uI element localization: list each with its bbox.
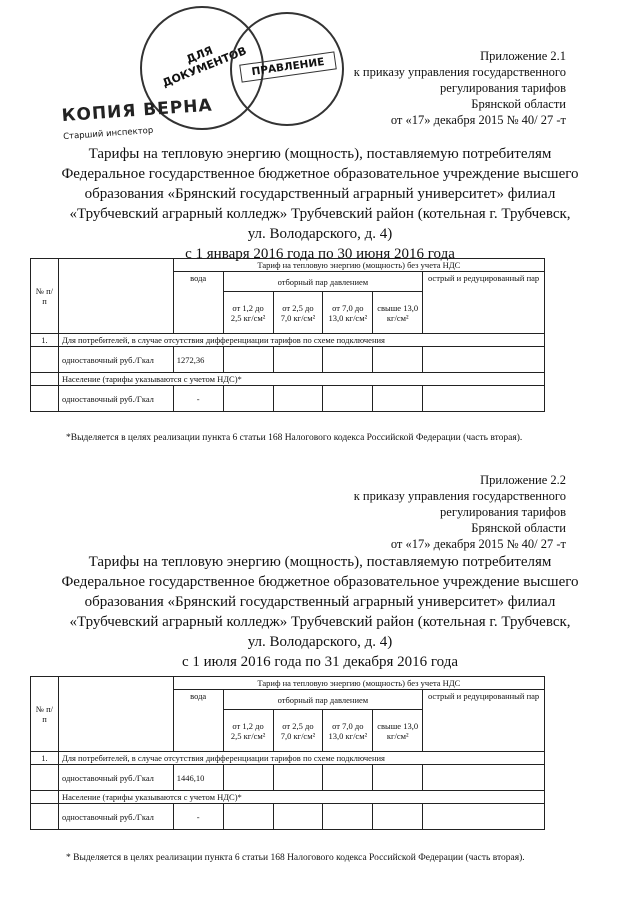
empty-cell <box>31 765 59 791</box>
tariff-header: Тариф на тепловую энергию (мощность) без учета НДС <box>173 259 544 272</box>
tariff-label: одноставочный руб./Гкал <box>58 386 173 412</box>
order-line: к приказу управления государственного <box>353 65 566 79</box>
consumer-row-text: Для потребителей, в случае отсутствия дифференциации тарифов по схеме подключения <box>58 752 544 765</box>
title-line: Федеральное государственное бюджетное образовательное учреждение высшего <box>61 166 579 182</box>
water-header: вода <box>173 690 223 752</box>
title-line: ул. Володарского, д. 4) <box>247 634 393 650</box>
section2-header-right <box>354 472 566 552</box>
title-line: ул. Володарского, д. 4) <box>247 226 393 242</box>
copy-stamp <box>61 94 238 143</box>
pressure-4: свыше 13,0 кг/см² <box>373 710 423 752</box>
order-line: от «17» декабря 2015 № 40/ 27 -т <box>390 113 566 127</box>
order-line: Брянской области <box>471 521 566 535</box>
title-line: Тарифы на тепловую энергию (мощность), поставляемую потребителям <box>88 146 552 162</box>
empty-cell <box>31 373 59 386</box>
tariff-header: Тариф на тепловую энергию (мощность) без учета НДС <box>173 677 544 690</box>
appendix-number: Приложение 2.1 <box>480 49 566 63</box>
tariff-label: одноставочный руб./Гкал <box>58 765 173 791</box>
consumer-row-text: Для потребителей, в случае отсутствия дифференциации тарифов по схеме подключения <box>58 334 544 347</box>
round-seal-right <box>230 12 344 126</box>
water-value: 1272,36 <box>173 347 223 373</box>
col-num-header: № п/п <box>31 259 59 334</box>
section2-title <box>40 552 600 672</box>
pressure-4: свыше 13,0 кг/см² <box>373 292 423 334</box>
population-water-value: - <box>173 804 223 830</box>
pressure-3: от 7,0 до 13,0 кг/см² <box>323 292 373 334</box>
title-line: с 1 июля 2016 года по 31 декабря 2016 года <box>182 654 458 670</box>
steam-header: отборный пар давлением <box>223 272 423 292</box>
copy-stamp-sub: Старший инспектор <box>62 125 154 143</box>
row-number: 1. <box>31 752 59 765</box>
sharp-steam-header: острый и редуцированный пар <box>423 272 545 334</box>
empty-cell <box>31 347 59 373</box>
title-line: «Трубчевский аграрный колледж» Трубчевский район (котельная г. Трубчевск, <box>69 614 571 630</box>
empty-header-cell <box>58 259 173 334</box>
title-line: с 1 января 2016 года по 30 июня 2016 года <box>185 246 455 262</box>
appendix-number: Приложение 2.2 <box>480 473 566 487</box>
seal-right-center: ПРАВЛЕНИЕ <box>239 51 337 82</box>
pressure-1: от 1,2 до 2,5 кг/см² <box>223 292 273 334</box>
pressure-1: от 1,2 до 2,5 кг/см² <box>223 710 273 752</box>
footnote-2: * Выделяется в целях реализации пункта 6 статьи 168 Налогового кодекса Российской Федерации (часть вторая). <box>66 853 525 863</box>
seal-left-center: ДЛЯ ДОКУМЕНТОВ <box>160 43 249 90</box>
empty-cell <box>31 804 59 830</box>
tariff-table-2 <box>30 676 545 830</box>
copy-stamp-text: КОПИЯ ВЕРНА <box>61 95 214 127</box>
sharp-steam-header: острый и редуцированный пар <box>423 690 545 752</box>
pressure-3: от 7,0 до 13,0 кг/см² <box>323 710 373 752</box>
population-row-text: Население (тарифы указываются с учетом НДС)* <box>58 373 544 386</box>
pressure-2: от 2,5 до 7,0 кг/см² <box>273 292 323 334</box>
water-header: вода <box>173 272 223 334</box>
title-line: образования «Брянский государственный аграрный университет» филиал <box>84 594 556 610</box>
section1-header-right <box>354 48 566 128</box>
steam-header: отборный пар давлением <box>223 690 423 710</box>
order-line: регулирования тарифов <box>440 81 566 95</box>
tariff-label: одноставочный руб./Гкал <box>58 804 173 830</box>
empty-header-cell <box>58 677 173 752</box>
order-line: к приказу управления государственного <box>353 489 566 503</box>
pressure-2: от 2,5 до 7,0 кг/см² <box>273 710 323 752</box>
population-water-value: - <box>173 386 223 412</box>
section1-title <box>40 144 600 264</box>
title-line: Тарифы на тепловую энергию (мощность), поставляемую потребителям <box>88 554 552 570</box>
order-line: от «17» декабря 2015 № 40/ 27 -т <box>390 537 566 551</box>
title-line: образования «Брянский государственный аграрный университет» филиал <box>84 186 556 202</box>
order-line: регулирования тарифов <box>440 505 566 519</box>
row-number: 1. <box>31 334 59 347</box>
empty-cell <box>31 791 59 804</box>
empty-cell <box>31 386 59 412</box>
footnote-1: *Выделяется в целях реализации пункта 6 статьи 168 Налогового кодекса Российской Федерации (часть вторая). <box>66 433 523 443</box>
title-line: «Трубчевский аграрный колледж» Трубчевский район (котельная г. Трубчевск, <box>69 206 571 222</box>
title-line: Федеральное государственное бюджетное образовательное учреждение высшего <box>61 574 579 590</box>
population-row-text: Население (тарифы указываются с учетом НДС)* <box>58 791 544 804</box>
tariff-table-1 <box>30 258 545 412</box>
water-value: 1446,10 <box>173 765 223 791</box>
tariff-label: одноставочный руб./Гкал <box>58 347 173 373</box>
order-line: Брянской области <box>471 97 566 111</box>
col-num-header: № п/п <box>31 677 59 752</box>
